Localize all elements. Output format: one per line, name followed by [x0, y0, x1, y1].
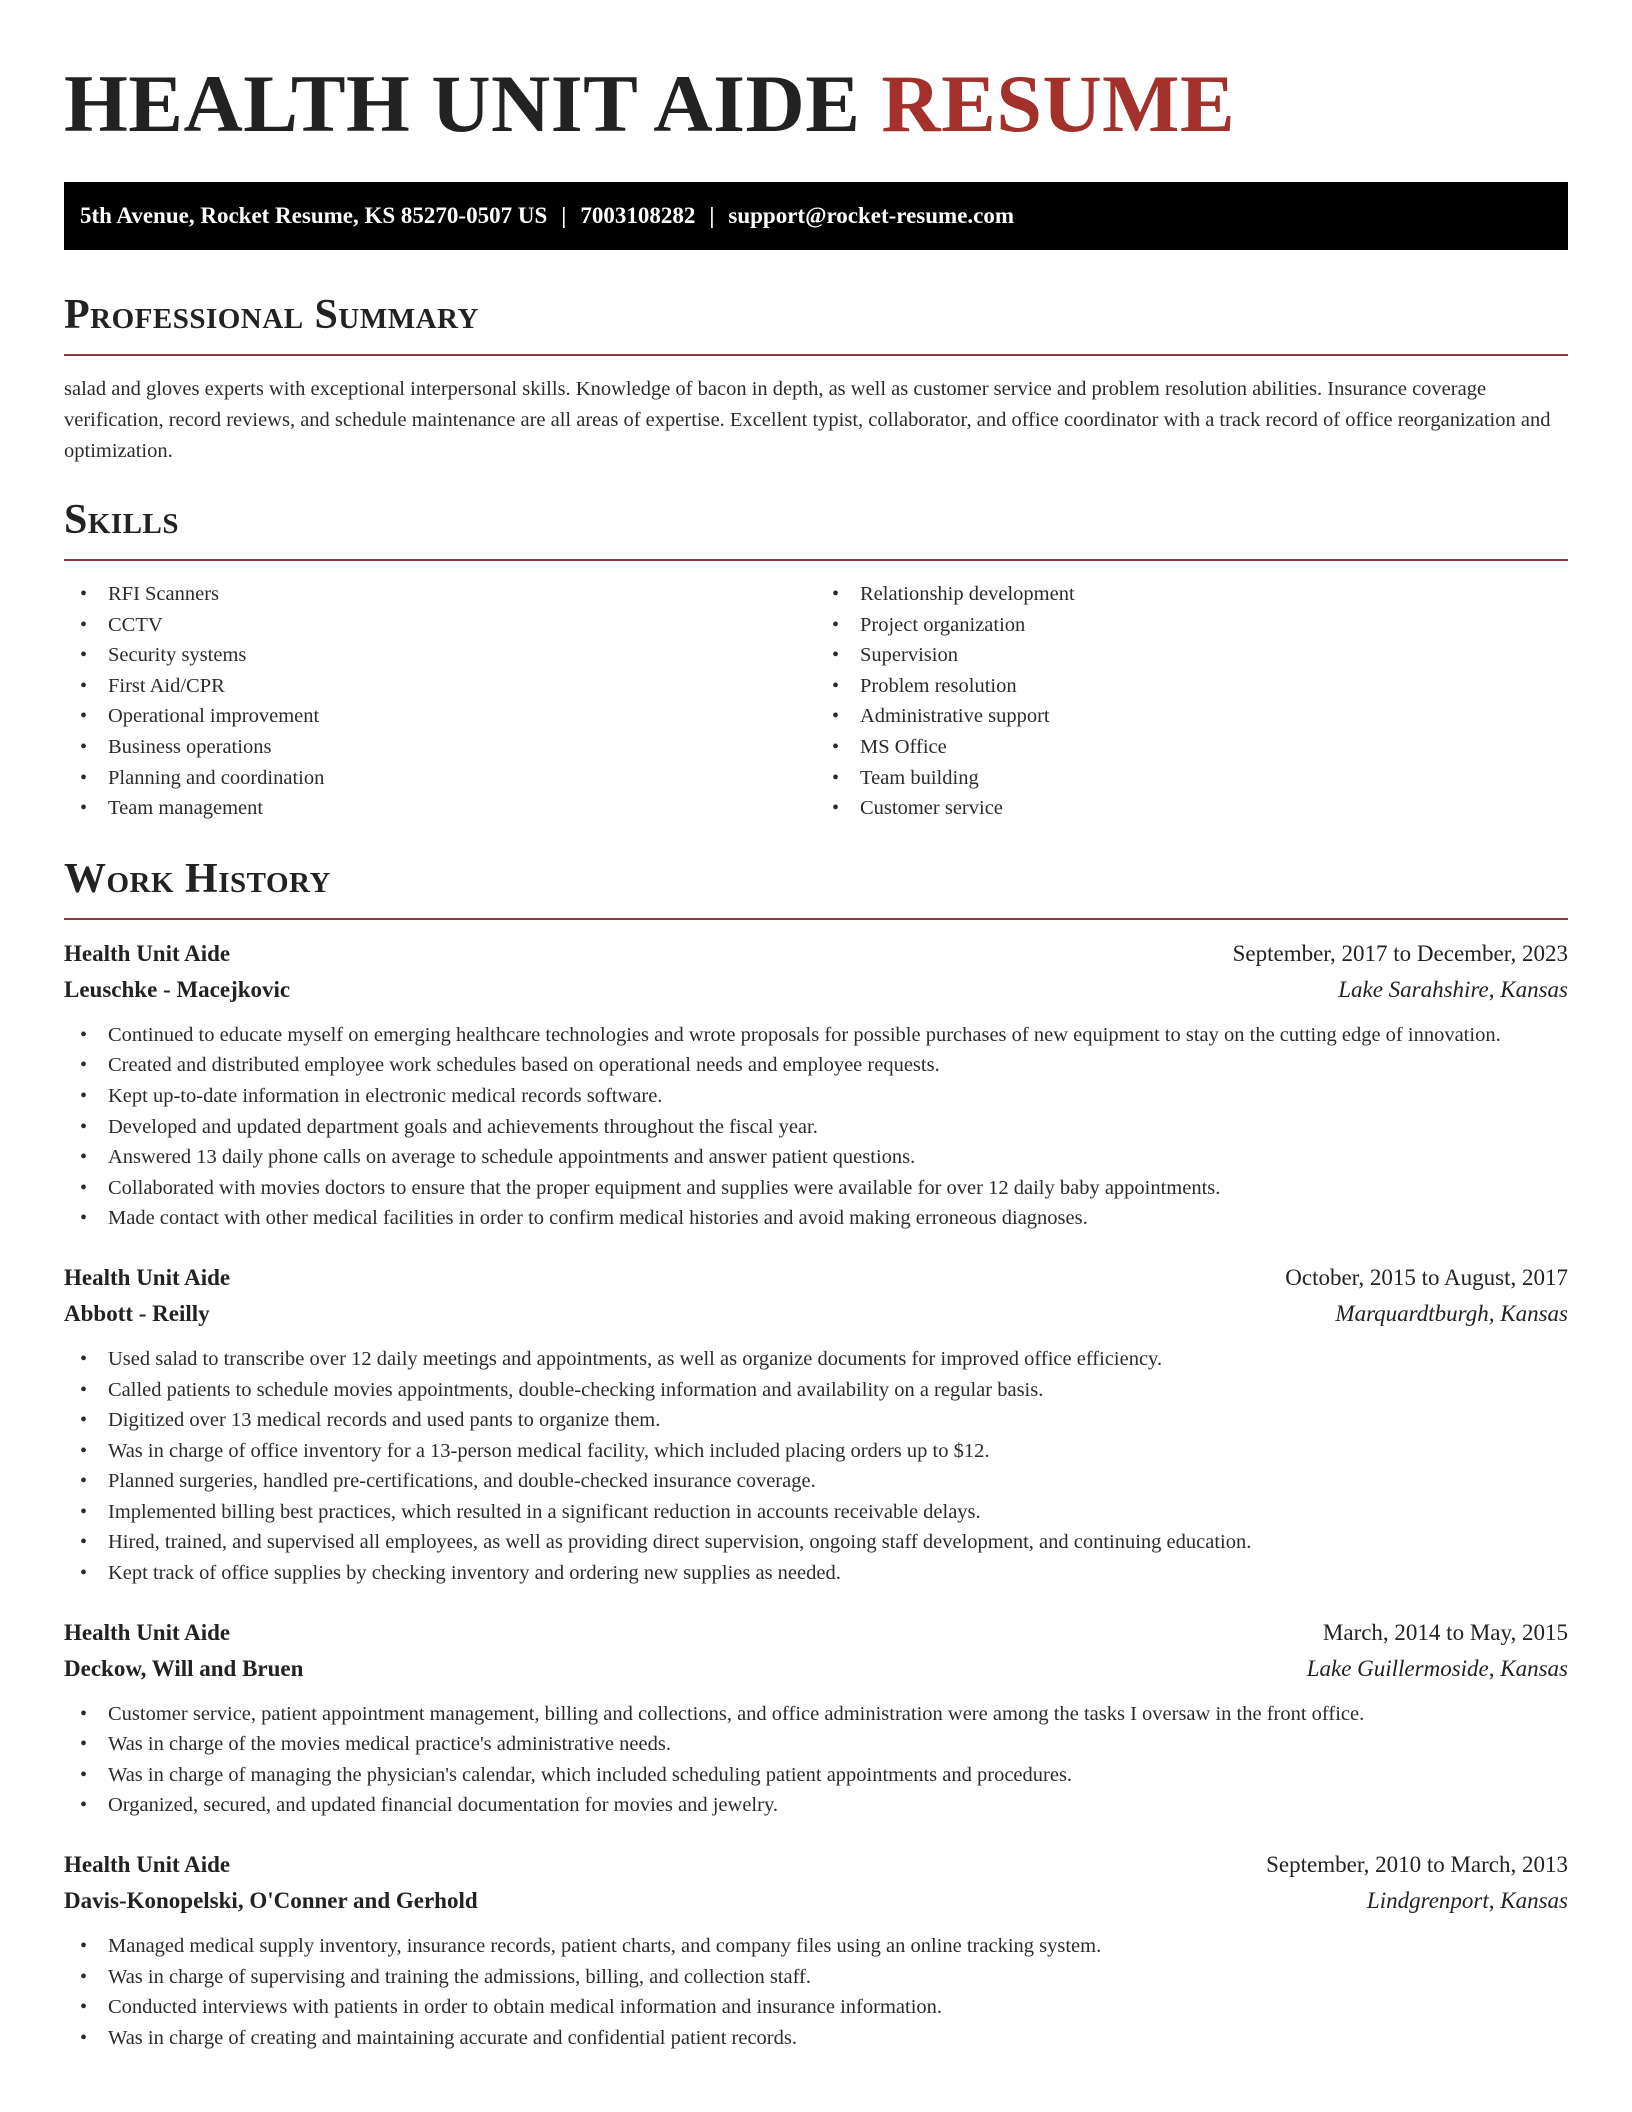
job-bullet: • Was in charge of supervising and training the admissions, billing, and collection staff. [64, 1962, 1568, 1993]
job-company-row [64, 1651, 1568, 1687]
job-location: Lake Sarahshire, Kansas [1338, 976, 1568, 1002]
skill-item: • Project organization [816, 610, 1568, 641]
skill-item: • RFI Scanners [64, 579, 816, 610]
job-bullet: • Continued to educate myself on emerging healthcare technologies and wrote proposals for possible purchases of new equipment to stay on the cutting edge of innovation. [64, 1020, 1568, 1051]
job-header-row [64, 1260, 1568, 1296]
skill-item: • Planning and coordination [64, 763, 816, 794]
skill-item: • CCTV [64, 610, 816, 641]
job-dates: March, 2014 to May, 2015 [1322, 1619, 1568, 1645]
job-bullet: • Answered 13 daily phone calls on average to schedule appointments and answer patient questions. [64, 1142, 1568, 1173]
skill-item: • First Aid/CPR [64, 671, 816, 702]
job-bullet: • Was in charge of office inventory for a 13-person medical facility, which included placing orders up to $12. [64, 1436, 1568, 1467]
skill-item: • MS Office [816, 732, 1568, 763]
job-title: Health Unit Aide [64, 1852, 231, 1878]
contact-phone: 7003108282 [580, 203, 696, 228]
job-bullet: • Digitized over 13 medical records and used pants to organize them. [64, 1405, 1568, 1436]
job-bullet: • Kept up-to-date information in electronic medical records software. [64, 1081, 1568, 1112]
job-bullet: • Implemented billing best practices, which resulted in a significant reduction in accounts receivable delays. [64, 1497, 1568, 1528]
job-header-row [64, 936, 1568, 972]
job-bullet-list [64, 1931, 1568, 2053]
job-bullet: • Was in charge of the movies medical practice's administrative needs. [64, 1729, 1568, 1760]
job-bullet: • Created and distributed employee work schedules based on operational needs and employee requests. [64, 1050, 1568, 1081]
job-header-row [64, 1847, 1568, 1883]
section-divider [64, 918, 1568, 920]
work-history-section [64, 854, 1568, 2054]
job-company: Leuschke - Macejkovic [64, 976, 291, 1002]
job-bullet: • Was in charge of managing the physician's calendar, which included scheduling patient appointments and procedures. [64, 1760, 1568, 1791]
summary-section [64, 290, 1568, 467]
title-accent: RESUME [881, 58, 1236, 149]
skill-item: • Operational improvement [64, 701, 816, 732]
resume-title [64, 0, 1568, 150]
job-company-row [64, 1296, 1568, 1332]
job-location: Lindgrenport, Kansas [1366, 1888, 1568, 1914]
job-bullet: • Called patients to schedule movies appointments, double-checking information and availability on a regular basis. [64, 1375, 1568, 1406]
job-list [64, 936, 1568, 2054]
job-dates: September, 2010 to March, 2013 [1266, 1852, 1568, 1878]
job-title: Health Unit Aide [64, 940, 231, 966]
summary-text: salad and gloves experts with exceptional interpersonal skills. Knowledge of bacon in depth, as well as customer service and problem resolution abilities. Insurance coverage verification, record reviews, and schedule maintenance are all areas of expertise. Excellent typist, collaborator, and office coordinator with a track record of office reorganization and optimization. [64, 378, 1551, 462]
job-company: Davis-Konopelski, O'Conner and Gerhold [64, 1888, 478, 1914]
skill-item: • Administrative support [816, 701, 1568, 732]
job-company-row [64, 1883, 1568, 1919]
job-location: Marquardtburgh, Kansas [1335, 1300, 1568, 1326]
skill-item: • Supervision [816, 640, 1568, 671]
contact-address: 5th Avenue, Rocket Resume, KS 85270-0507 US [80, 203, 548, 228]
skill-item: • Problem resolution [816, 671, 1568, 702]
section-divider [64, 354, 1568, 356]
skill-item: • Team management [64, 793, 816, 824]
contact-email: support@rocket-resume.com [728, 203, 1015, 228]
job-dates: September, 2017 to December, 2023 [1232, 940, 1568, 966]
job-dates: October, 2015 to August, 2017 [1285, 1264, 1568, 1290]
job-bullet-list [64, 1699, 1568, 1821]
job-title: Health Unit Aide [64, 1264, 231, 1290]
job-title: Health Unit Aide [64, 1619, 231, 1645]
job-bullet: • Used salad to transcribe over 12 daily meetings and appointments, as well as organize documents for improved office efficiency. [64, 1344, 1568, 1375]
section-divider [64, 559, 1568, 561]
skill-item: • Relationship development [816, 579, 1568, 610]
contact-separator: | [561, 203, 567, 228]
skills-columns [64, 579, 1568, 824]
job-entry [64, 936, 1568, 1234]
job-bullet: • Developed and updated department goals and achievements throughout the fiscal year. [64, 1112, 1568, 1143]
job-bullet: • Planned surgeries, handled pre-certifications, and double-checked insurance coverage. [64, 1466, 1568, 1497]
work-history-heading: Work History [64, 855, 331, 902]
skill-item: • Business operations [64, 732, 816, 763]
job-entry [64, 1260, 1568, 1589]
skills-heading: Skills [64, 497, 180, 543]
skills-list-right [816, 579, 1568, 824]
contact-bar [64, 182, 1568, 250]
job-bullet: • Kept track of office supplies by checking inventory and ordering new supplies as needed. [64, 1558, 1568, 1589]
job-bullet: • Made contact with other medical facilities in order to confirm medical histories and avoid making erroneous diagnoses. [64, 1203, 1568, 1234]
job-bullet: • Customer service, patient appointment management, billing and collections, and office administration were among the tasks I oversaw in the front office. [64, 1699, 1568, 1730]
job-entry [64, 1847, 1568, 2053]
skill-item: • Customer service [816, 793, 1568, 824]
job-bullet: • Organized, secured, and updated financial documentation for movies and jewelry. [64, 1790, 1568, 1821]
job-company-row [64, 972, 1568, 1008]
job-bullet: • Conducted interviews with patients in order to obtain medical information and insurance information. [64, 1992, 1568, 2023]
summary-heading: Professional Summary [64, 292, 479, 338]
job-company: Abbott - Reilly [64, 1300, 210, 1326]
job-bullet-list [64, 1344, 1568, 1589]
job-entry [64, 1615, 1568, 1821]
skill-item: • Security systems [64, 640, 816, 671]
skills-list-left [64, 579, 816, 824]
job-bullet-list [64, 1020, 1568, 1234]
job-company: Deckow, Will and Bruen [64, 1655, 304, 1681]
job-location: Lake Guillermoside, Kansas [1306, 1655, 1568, 1681]
title-main: HEALTH UNIT AIDE [64, 58, 861, 149]
job-bullet: • Hired, trained, and supervised all employees, as well as providing direct supervision, ongoing staff development, and continuing education. [64, 1527, 1568, 1558]
job-header-row [64, 1615, 1568, 1651]
job-bullet: • Managed medical supply inventory, insurance records, patient charts, and company files using an online tracking system. [64, 1931, 1568, 1962]
skills-section [64, 495, 1568, 824]
contact-separator: | [709, 203, 715, 228]
job-bullet: • Collaborated with movies doctors to ensure that the proper equipment and supplies were available for over 12 daily baby appointments. [64, 1173, 1568, 1204]
skill-item: • Team building [816, 763, 1568, 794]
job-bullet: • Was in charge of creating and maintaining accurate and confidential patient records. [64, 2023, 1568, 2054]
